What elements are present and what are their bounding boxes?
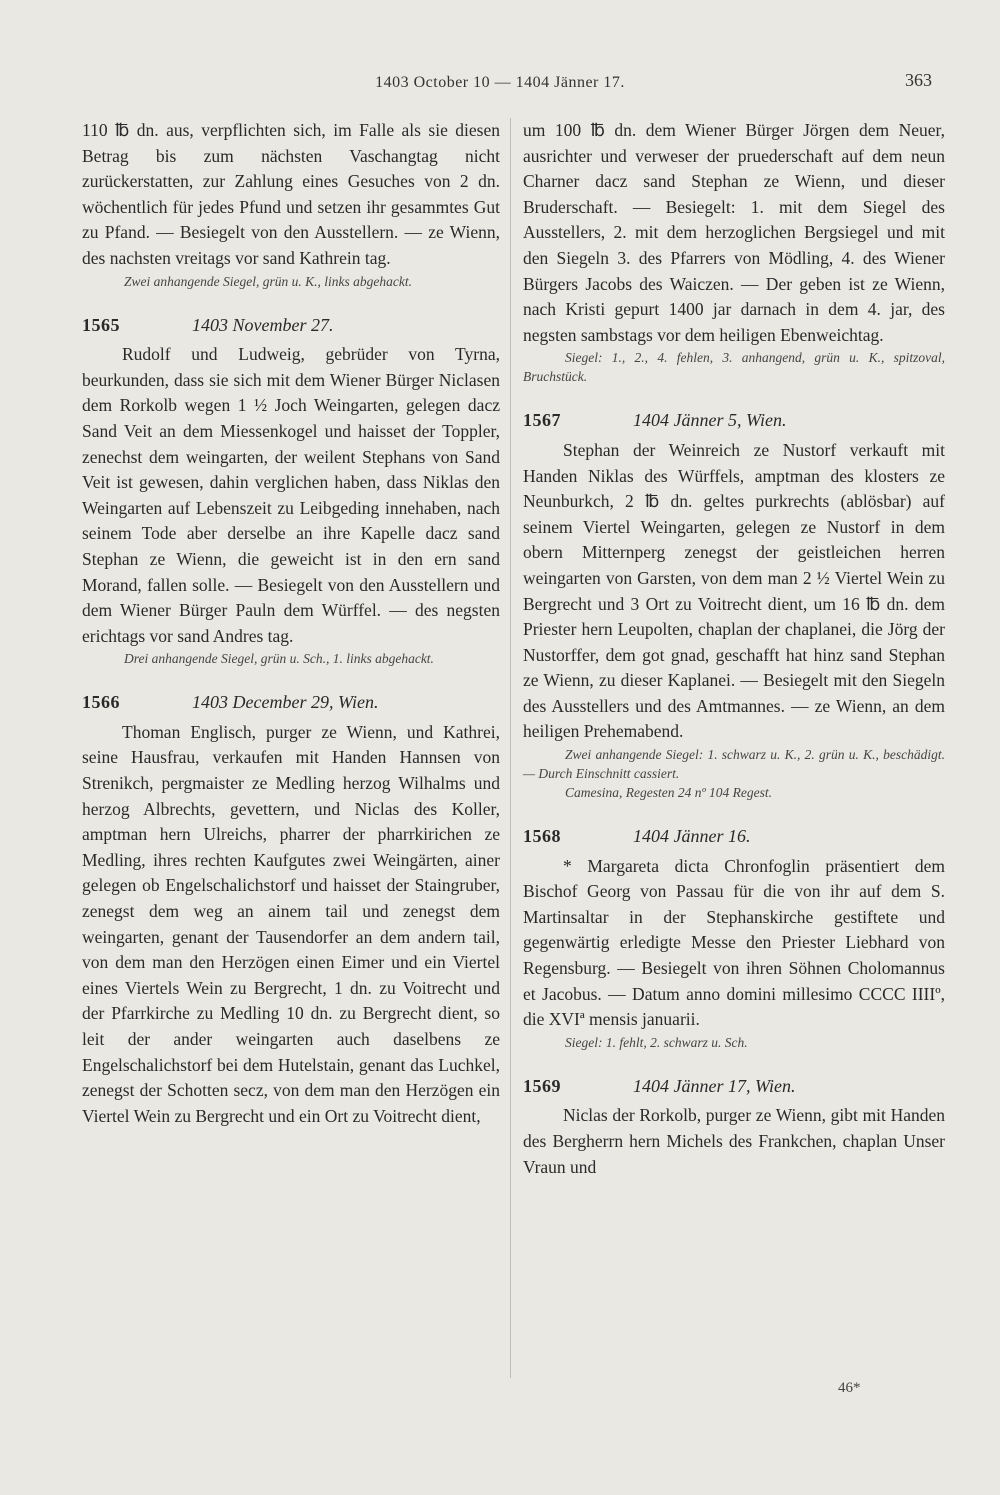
entry-number: 1566 [82, 692, 120, 713]
reference-note: Camesina, Regesten 24 nº 104 Regest. [565, 785, 773, 801]
seal-note: Siegel: 1., 2., 4. fehlen, 3. anhangend, grün u. K., spitzoval, Bruchstück. [523, 350, 945, 385]
entry-heading-1566 [82, 690, 500, 716]
column-divider [510, 118, 511, 1378]
entry-heading-1568 [523, 824, 945, 850]
entry-number: 1568 [523, 826, 561, 847]
entry-text: * Margareta dicta Chronfoglin präsentiert dem Bischof Georg von Passau für die von ihr auf dem S. Martinsaltar in der Stephanskirche gestiftete und gegenwärtig erledigte Messe den Priester Liebhard von Regensburg. — Besiegelt von ihren Söhnen Cholomannus et Jacobus. — Datum anno domini millesimo CCCC IIIIº, die XVIª mensis januarii. [523, 855, 945, 1030]
seal-note: Zwei anhangende Siegel, grün u. K., links abgehackt. [124, 273, 412, 289]
entry-date: 1404 Jänner 16. [633, 826, 751, 847]
entry-number: 1567 [523, 410, 561, 431]
entry-text: Niclas der Rorkolb, purger ze Wienn, gibt mit Handen des Bergherrn hern Michels des Frankchen, chaplan Unser Vraun und [523, 1105, 945, 1177]
entry-text: Stephan der Weinreich ze Nustorf verkauft mit Handen Niklas des Würffels, amptman des klosters ze Neunburkch, 2 ℔ dn. geltes purkrechts (ablösbar) auf seinem Viertel Weingarten, gelegen ze Nustorf in dem obern Mitternperg zenegst der geistleichen herren weingarten von Garsten, von dem man 2 ½ Viertel Wein zu Bergrecht und 3 Ort zu Voitrecht dient, um 16 ℔ dn. dem Priester hern Leupolten, chaplan der chaplanei, die Jörg der Nustorffer, dem got gnad, geschafft hat hinz sand Stephan ze Wienn, zu dieser Kaplanei. — Besiegelt mit den Siegeln des Ausstellers und des Amtmannes. — ze Wienn, an dem heiligen Prehemabend. [523, 439, 945, 742]
entry-number: 1569 [523, 1075, 561, 1096]
signature-mark: 46* [838, 1380, 861, 1396]
seal-note: Zwei anhangende Siegel: 1. schwarz u. K., 2. grün u. K., beschädigt. — Durch Einschnitt cassiert. [523, 747, 945, 782]
page-number: 363 [905, 70, 932, 90]
running-title: 1403 October 10 — 1404 Jänner 17. [375, 74, 625, 91]
entry-date: 1403 December 29, Wien. [192, 692, 379, 713]
entry-text: Rudolf und Ludweig, gebrüder von Tyrna, beurkunden, dass sie sich mit dem Wiener Bürger Niclasen dem Rorkolb wegen 1 ½ Joch Weingarten, gelegen dacz Sand Veit an dem Miessenkogel und haisset der Toppler, zenechst dem weingarten, der weilent Stephans von Sand Veit ist gewesen, dahin verglichen haben, dass Niklas den Weingarten auf Lebenszeit zu Leibgeding innehaben, nach seinem Tode aber derselbe an ihre Kapelle dacz sand Stephan ze Wienn, die geweicht ist in den ern sand Morand, fallen solle. — Besiegelt von den Ausstellern und dem Wiener Bürger Pauln dem Würffel. — des negsten erichtags vor sand Andres tag. [82, 344, 500, 646]
entry-date: 1404 Jänner 5, Wien. [633, 410, 787, 431]
entry-heading-1569 [523, 1074, 945, 1100]
right-column [523, 118, 945, 1180]
entry-date: 1403 November 27. [192, 314, 334, 335]
entry-heading-1565 [82, 313, 500, 339]
continued-paragraph: um 100 ℔ dn. dem Wiener Bürger Jörgen dem Neuer, ausrichter und verweser der pruederschaft auf dem neun Charner dacz sand Stephan ze Wienn, und dieser Bruderschaft. — Besiegelt: 1. mit dem Siegel des Ausstellers, 2. mit dem herzoglichen Bergsiegel und mit den Siegeln 3. des Pfarrers von Mödling, 4. des Wiener Bürgers Jacobs des Waiczen. — Der geben ist ze Wienn, nach Kristi gepurt 1400 jar darnach in dem 4. jar, des negsten sambstags vor dem heiligen Ebenweichtag. [523, 120, 945, 345]
entry-date: 1404 Jänner 17, Wien. [633, 1075, 796, 1096]
seal-note: Drei anhangende Siegel, grün u. Sch., 1. links abgehackt. [124, 651, 434, 667]
seal-note: Siegel: 1. fehlt, 2. schwarz u. Sch. [565, 1034, 748, 1050]
entry-number: 1565 [82, 314, 120, 335]
entry-text: Thoman Englisch, purger ze Wienn, und Kathrei, seine Hausfrau, verkaufen mit Handen Hannsen von Strenikch, pergmaister ze Medling herzog Wilhalms und herzog Albrechts, gevettern, und Niclas des Koller, amptman hern Ulreichs, pharrer der pharrkirichen ze Medling, ihres rechten Kaufgutes zwei Weingärten, ainer gelegen ob Engelschalichstorf und haisset der Staingruber, zenegst dem weg an ainem tail und zenegst dem weingarten, genant der Tausendorfer an dem andern tail, von dem man den Herzögen einen Eimer und ein Viertel eines Viertels Wein zu Bergrecht, 1 dn. zu Voitrecht und der Pfarrkirche zu Medling 10 dn. zu Bergrecht dient, so leit der ander weingarten auch daselbens ze Engelschalichstorf bei dem Hutelstain, genant das Luchkel, zenegst der Schotten secz, von dem man den Herzögen ein Viertel Wein zu Bergrecht und ein Ort zu Voitrecht dient, [82, 721, 500, 1126]
entry-heading-1567 [523, 408, 945, 434]
continued-paragraph: 110 ℔ dn. aus, verpflichten sich, im Falle als sie diesen Betrag bis zum nächsten Vaschangtag nicht zurückerstatten, zur Zahlung eines Gesuches von 2 dn. wöchentlich für jedes Pfund und setzen ihr gesammtes Gut zu Pfand. — Besiegelt von den Ausstellern. — ze Wienn, des nachsten vreitags vor sand Kathrein tag. [82, 120, 500, 268]
left-column [82, 118, 500, 1129]
